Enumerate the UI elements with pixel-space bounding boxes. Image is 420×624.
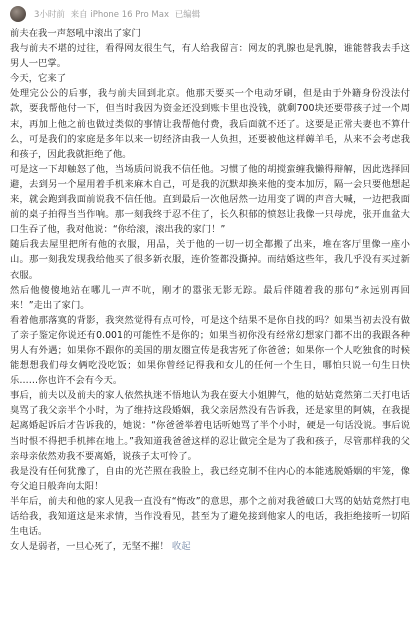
edited-label: 已编辑 <box>174 10 201 20</box>
post-meta <box>34 8 203 20</box>
avatar[interactable] <box>10 6 26 22</box>
post-paragraph: 看着他那落寞的背影，我突然觉得有点可怜，可是这个结果不是你自找的吗？如果当初去没有做了亲子鉴定你说还有0.001的可能性不是你的；如果当初你没有经常幻想家门都不出的我跟各种男人有外遇；如果你不跟你的美国的朋友圈宣传是我害死了你爸爸；如果你一个人吃独食的时候能想想我们母女俩吃没吃饭；如果你曾经记得我和女儿的任何一个生日，哪怕只说一句生日快乐……你也许不会有今天。 <box>10 314 410 387</box>
post-last-line <box>10 539 410 554</box>
post-paragraph: 半年后，前夫和他的家人见我一直没有“悔改”的意思，那个之前对我爸破口大骂的姑姑竟然打电话给我，我知道这是来求情，当作没看见，甚至为了避免接到他家人的电话，我拒绝接听一切陌生电话。 <box>10 495 410 538</box>
post-paragraph: 随后我去屋里把所有他的衣服，用品，关于他的一切一切全都搬了出来，堆在客厅里像一座小山。那一刻我发现我给他买了很多新衣服，连价签都没撕掉。而结婚这些年，我几乎没有买过新衣服。 <box>10 239 410 281</box>
post-paragraph: 可是这一下却触怒了他，当场质问说我不信任他。习惯了他的胡搅蛮缠我懒得辩解，因此选择回避，去到另一个屋用着手机来麻木自己，可是我的沉默却换来他的变本加厉，隔一会只要他想起来，就会跑到我面前说我不信任他。直到最后一次他居然一边用变了调的声音大喊，一边把我面前的桌子拍得当当作响。那一刻我终于忍不住了，长久积郁的愤怒让我像一只母虎，张开血盆大口生吞了他，我对他说：“你给滚，滚出我的家门！” <box>10 163 410 236</box>
post-source: 来自 iPhone 16 Pro Max <box>70 10 169 20</box>
post-paragraph: 我是没有任何犹豫了，自由的光芒照在我脸上，我已经克制不住内心的本能逃脱婚姻的牢笼，像夸父追日般奔向太阳！ <box>10 465 410 492</box>
post-paragraph: 处理完公公的后事，我与前夫回到北京。他那天要买一个电动牙刷，但是由于外籍身份没法付款，要我帮他付一下，但当时我因为资金还没到账卡里也没钱，就剩700块还要带孩子过一个周末，再加上他之前也做过类似的事情让我帮他付费，我后面就不还了。这要是正常夫妻也不算什么，可是我们的家庭是多年以来一切经济由我一人负担，还要被他这样薅羊毛，从来不会考虑我和孩子，因此我就拒绝了他。 <box>10 88 410 160</box>
post-time: 3小时前 <box>34 10 65 20</box>
post-last-text: 女人是弱者，一旦心死了，无坚不摧！ <box>10 541 169 553</box>
post-header <box>10 4 410 24</box>
collapse-link[interactable]: 收起 <box>171 541 191 553</box>
post-paragraph: 今天，它来了 <box>10 73 67 85</box>
post-paragraph: 事后，前夫以及前夫的家人依然执迷不悟地认为我在耍大小姐脾气，他的姑姑竟然第二天打电话臭骂了我父亲半个小时，为了维持这段婚姻，我父亲居然没有告诉我，还是家里的阿姨，在我提起离婚起诉后才告诉我的，她说：“你爸爸举着电话听她骂了半个小时，硬是一句话没说。事后说当时恨不得把手机摔在地上。”我知道我爸爸这样的忍让做完全是为了我和孩子，尽管那样我的父亲母亲依然劝我不要离婚，说孩子太可怜了。 <box>10 390 410 462</box>
post-paragraph: 我与前夫不堪的过往，看得网友很生气，有人给我留言：网友的乳腺也是乳腺，谁能替我去手这男人一巴掌。 <box>10 43 410 70</box>
post-content <box>10 26 410 554</box>
post-paragraph: 然后他傻傻地站在哪儿一声不吭，刚才的嚣张无影无踪。最后伴随着我的那句“永远别再回来！”走出了家门。 <box>10 284 410 311</box>
post-paragraph: 前夫在我一声怒吼中滚出了家门 <box>10 28 141 39</box>
